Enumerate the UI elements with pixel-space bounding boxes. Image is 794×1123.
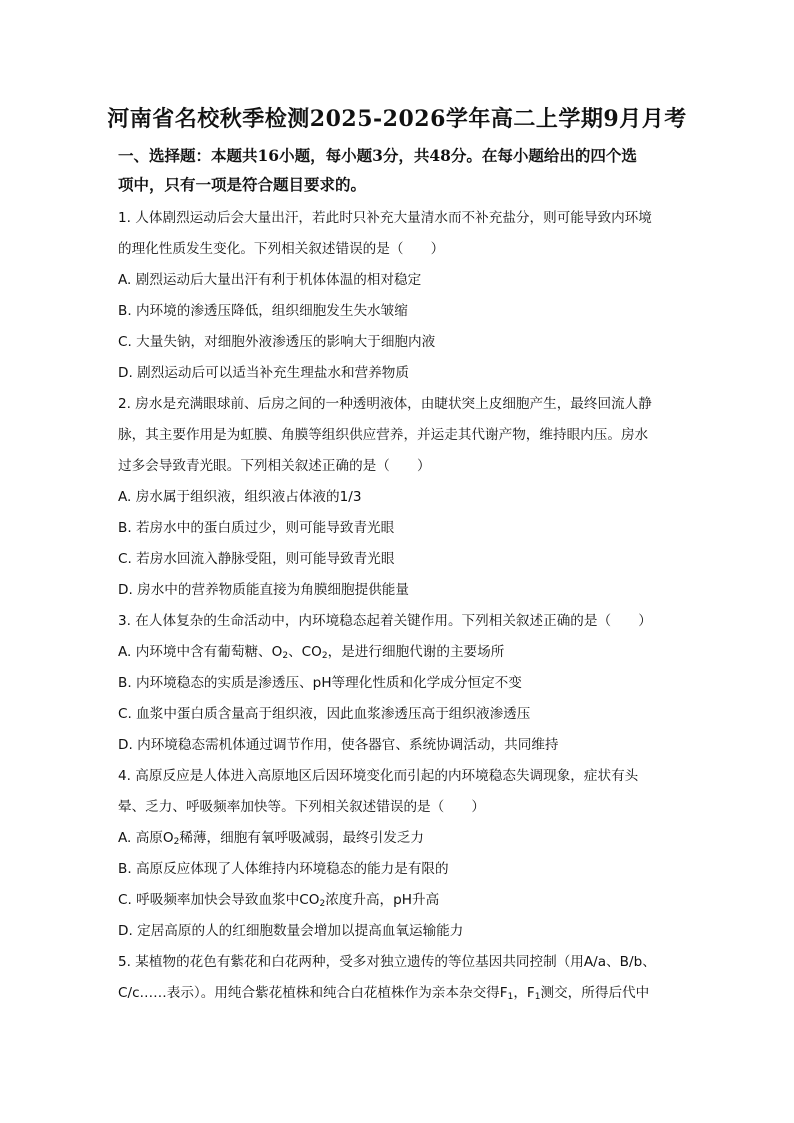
option-d: D. 内环境稳态需机体通过调节作用，使各器官、系统协调活动，共同维持	[118, 737, 559, 753]
option-a-text: A. 高原O	[118, 830, 174, 846]
option-a	[118, 637, 678, 668]
option-c-text: C. 呼吸频率加快会导致血浆中CO	[118, 892, 320, 908]
question-stem: 晕、乏力、呼吸频率加快等。下列相关叙述错误的是（ ）	[118, 799, 486, 815]
question-stem-text: 测交，所得后代中	[540, 985, 650, 1001]
question-stem: 脉，其主要作用是为虹膜、角膜等组织供应营养，并运走其代谢产物，维持眼内压。房水	[118, 427, 649, 443]
subscript: 2	[319, 899, 326, 909]
option-a: A. 房水属于组织液，组织液占体液的1/3	[118, 489, 362, 505]
section-heading	[118, 141, 678, 199]
question-2	[118, 389, 678, 606]
option-c: C. 若房水回流入静脉受阻，则可能导致青光眼	[118, 551, 395, 567]
question-4	[118, 761, 678, 947]
question-stem: 5. 某植物的花色有紫花和白花两种，受多对独立遗传的等位基因共同控制（用A/a、B/b、	[118, 954, 656, 970]
question-3	[118, 606, 678, 761]
question-1	[118, 203, 678, 389]
question-5	[118, 947, 678, 1009]
subscript: 1	[507, 992, 514, 1002]
subscript: 1	[534, 992, 541, 1002]
option-b: B. 内环境稳态的实质是渗透压、pH等理化性质和化学成分恒定不变	[118, 675, 522, 691]
question-stem: 过多会导致青光眼。下列相关叙述正确的是（ ）	[118, 458, 431, 474]
question-stem-text: C/c……表示）。用纯合紫花植株和纯合白花植株作为亲本杂交得F	[118, 985, 508, 1001]
option-b: B. 高原反应体现了人体维持内环境稳态的能力是有限的	[118, 861, 449, 877]
option-c	[118, 885, 678, 916]
option-a-text: A. 内环境中含有葡萄糖、O	[118, 644, 283, 660]
option-c-text: 浓度升高，pH升高	[325, 892, 440, 908]
subscript: 2	[321, 651, 328, 661]
question-stem: 1. 人体剧烈运动后会大量出汗，若此时只补充大量清水而不补充盐分，则可能导致内环境	[118, 210, 652, 226]
option-a	[118, 823, 678, 854]
question-stem-text: ，F	[513, 985, 535, 1001]
page-title: 河南省名校秋季检测2025-2026学年高二上学期9月月考	[107, 106, 687, 132]
section-heading-line-1: 一、选择题：本题共16小题，每小题3分，共48分。在每小题给出的四个选	[118, 146, 637, 165]
question-stem: 3. 在人体复杂的生命活动中，内环境稳态起着关键作用。下列相关叙述正确的是（ ）	[118, 613, 652, 629]
option-d: D. 剧烈运动后可以适当补充生理盐水和营养物质	[118, 365, 409, 381]
option-a-text: 、CO	[288, 644, 322, 660]
option-c: C. 血浆中蛋白质含量高于组织液，因此血浆渗透压高于组织液渗透压	[118, 706, 531, 722]
option-d: D. 房水中的营养物质能直接为角膜细胞提供能量	[118, 582, 409, 598]
option-a-text: 稀薄，细胞有氧呼吸减弱，最终引发乏力	[179, 830, 425, 846]
question-stem: 的理化性质发生变化。下列相关叙述错误的是（ ）	[118, 241, 445, 257]
option-b: B. 若房水中的蛋白质过少，则可能导致青光眼	[118, 520, 395, 536]
question-stem	[118, 978, 678, 1009]
option-b: B. 内环境的渗透压降低，组织细胞发生失水皱缩	[118, 303, 408, 319]
section-heading-line-2: 项中，只有一项是符合题目要求的。	[118, 175, 367, 194]
option-d: D. 定居高原的人的红细胞数量会增加以提高血氧运输能力	[118, 923, 464, 939]
subscript: 2	[173, 837, 180, 847]
option-a: A. 剧烈运动后大量出汗有利于机体体温的相对稳定	[118, 272, 422, 288]
question-list	[118, 203, 678, 1009]
option-a-text: ，是进行细胞代谢的主要场所	[327, 644, 505, 660]
option-c: C. 大量失钠，对细胞外液渗透压的影响大于细胞内液	[118, 334, 436, 350]
question-stem: 4. 高原反应是人体进入高原地区后因环境变化而引起的内环境稳态失调现象，症状有头	[118, 768, 639, 784]
question-stem: 2. 房水是充满眼球前、后房之间的一种透明液体，由睫状突上皮细胞产生，最终回流人静	[118, 396, 652, 412]
subscript: 2	[282, 651, 289, 661]
